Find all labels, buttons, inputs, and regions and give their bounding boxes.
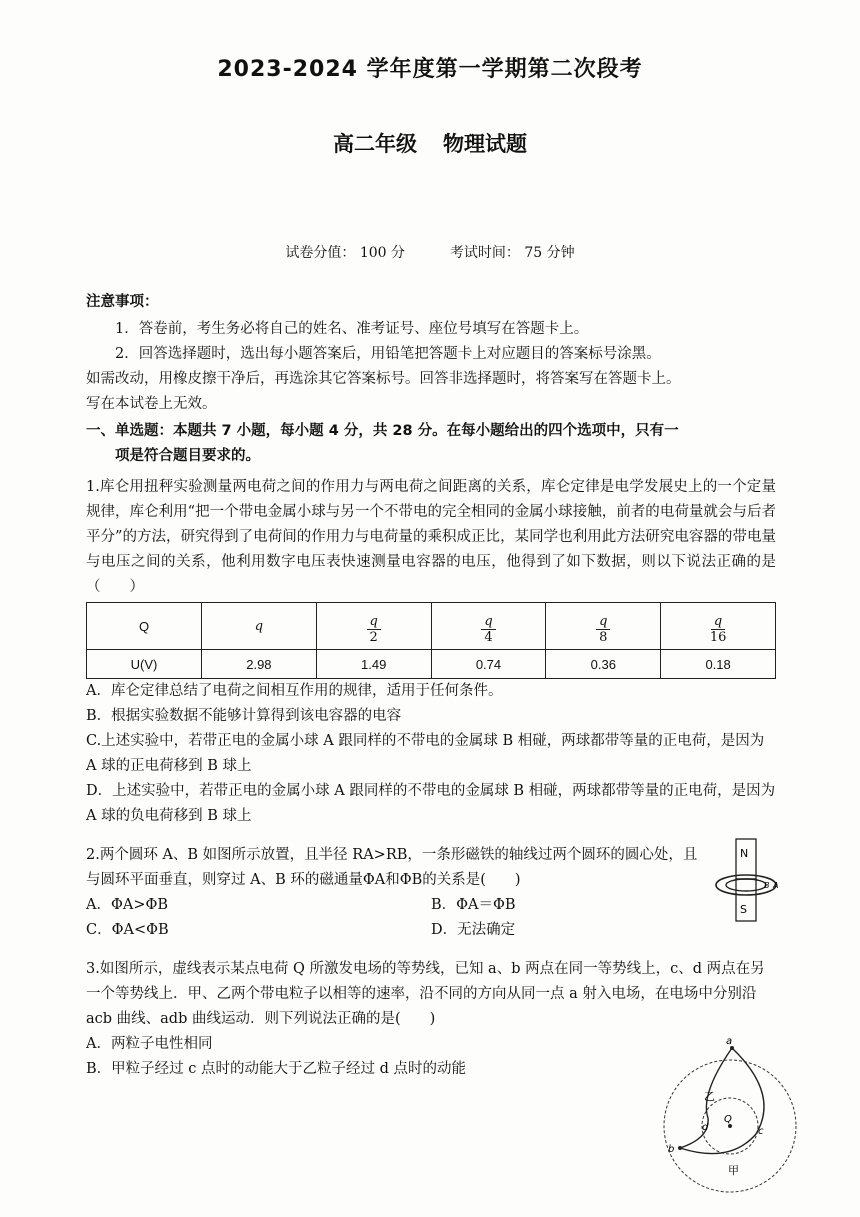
magnet-rings-figure bbox=[708, 837, 780, 927]
equipotential-figure bbox=[660, 1034, 810, 1194]
question-2-stem: 2.两个圆环 A、B 如图所示放置，且半径 RA>RB，一条形磁铁的轴线过两个圆环的圆心处，且与圆环平面垂直，则穿过 A、B 环的磁通量ΦA和ΦB的关系是( ) bbox=[86, 847, 698, 888]
ring-a-label: A bbox=[773, 881, 779, 890]
note-continuation: 写在本试卷上无效。 bbox=[86, 396, 217, 412]
label-yi: 乙 bbox=[704, 1090, 715, 1103]
time-value: 75 分钟 bbox=[524, 245, 575, 261]
table-cell: 1.49 bbox=[316, 650, 431, 679]
table-cell: 0.36 bbox=[546, 650, 661, 679]
notes-title: 注意事项： bbox=[86, 294, 159, 310]
table-cell: $\frac{q}{2}$ bbox=[316, 603, 431, 650]
table-cell: 0.74 bbox=[431, 650, 546, 679]
q2-option-a: A．ΦA>ΦB bbox=[86, 897, 169, 913]
table-cell: $\frac{q}{8}$ bbox=[546, 603, 661, 650]
label-jia: 甲 bbox=[728, 1164, 739, 1177]
subject-label: 物理试题 bbox=[443, 132, 527, 156]
q2-option-b: B．ΦA＝ΦB bbox=[431, 897, 516, 913]
q1-option-c: C.上述实验中，若带正电的金属小球 A 跟同样的不带电的金属球 B 相碰，两球都带等量的正电荷，是因为 A 球的正电荷移到 B 球上 bbox=[86, 733, 765, 774]
q1-option-d: D．上述实验中，若带正电的金属小球 A 跟同样的不带电的金属球 B 相碰，两球都带等量的正电荷，是因为 A 球的负电荷移到 B 球上 bbox=[86, 783, 776, 824]
magnet-s-label: S bbox=[740, 903, 747, 916]
note-item: 1．答卷前，考生务必将自己的姓名、准考证号、座位号填写在答题卡上。 bbox=[115, 321, 589, 337]
label-q: Q bbox=[724, 1114, 732, 1125]
exam-meta bbox=[0, 242, 860, 262]
exam-title: 2023-2024 学年度第一学期第二次段考 bbox=[217, 57, 643, 82]
q2-options-row bbox=[86, 893, 776, 918]
table-cell: $\frac{q}{16}$ bbox=[661, 603, 776, 650]
question-3-stem-line bbox=[86, 957, 776, 1032]
q3-option-b: B．甲粒子经过 c 点时的动能大于乙粒子经过 d 点时的动能 bbox=[86, 1061, 466, 1077]
table-header-u: U(V) bbox=[87, 650, 202, 679]
time-label: 考试时间： bbox=[449, 245, 520, 261]
q1-option-b: B．根据实验数据不能够计算得到该电容器的电容 bbox=[86, 708, 402, 724]
question-3-stem: 3.如图所示，虚线表示某点电荷 Q 所激发电场的等势线，已知 a、b 两点在同一等势线上，c、d 两点在另一个等势线上．甲、乙两个带电粒子以相等的速率，沿不同的方向从同一点 a 射入电场，在电场中分别沿 acb 曲线、adb 曲线运动．则下列说法正确的是( ) bbox=[86, 961, 765, 1027]
section-heading bbox=[86, 419, 776, 469]
ring-b-label: B bbox=[764, 881, 770, 890]
q2-option-d: D．无法确定 bbox=[431, 922, 516, 938]
table-cell: $\frac{q}{4}$ bbox=[431, 603, 546, 650]
ring-b bbox=[726, 879, 766, 891]
table-cell: 0.18 bbox=[661, 650, 776, 679]
label-a: a bbox=[726, 1036, 733, 1047]
section-line: 项是符合题目要求的。 bbox=[115, 448, 260, 464]
label-d: d bbox=[702, 1122, 709, 1133]
q1-option-a: A．库仑定律总结了电荷之间相互作用的规律，适用于任何条件。 bbox=[86, 683, 503, 699]
grade-label: 高二年级 bbox=[333, 132, 417, 156]
magnet-n-label: N bbox=[740, 847, 749, 860]
label-b: b bbox=[668, 1144, 675, 1155]
data-table bbox=[86, 602, 776, 679]
section-line: 一、单选题：本题共 7 小题，每小题 4 分，共 28 分。在每小题给出的四个选项中，只有一 bbox=[86, 423, 679, 439]
question-2 bbox=[86, 843, 779, 943]
note-item: 2．回答选择题时，选出每小题答案后，用铅笔把答题卡上对应题目的答案标号涂黑。 bbox=[115, 346, 661, 362]
question-1-stem: 1.库仑用扭秤实验测量两电荷之间的作用力与两电荷之间距离的关系，库仑定律是电学发展史上的一个定量规律，库仑利用“把一个带电金属小球与另一个不带电的完全相同的金属小球接触，前者的电荷量就会与后者平分”的方法，研究得到了电荷间的作用力与电荷量的乘积成正比，某同学也利用此方法研究电容器的带电量与电压之间的关系，他利用数字电压表快速测量电容器的电压，他得到了如下数据，则以下说法正确的是（ ） bbox=[86, 479, 776, 595]
table-header-q: Q bbox=[87, 603, 202, 650]
score-label: 试卷分值： bbox=[285, 245, 356, 261]
q3-option-a: A．两粒子电性相同 bbox=[86, 1036, 213, 1052]
q2-options-row bbox=[86, 918, 776, 943]
q2-option-c: C．ΦA<ΦB bbox=[86, 922, 169, 938]
note-continuation: 如需改动，用橡皮擦干净后，再选涂其它答案标号。回答非选择题时，将答案写在答题卡上。 bbox=[86, 371, 681, 387]
exam-content bbox=[86, 290, 779, 1082]
label-c: c bbox=[758, 1126, 764, 1137]
table-cell: 2.98 bbox=[202, 650, 317, 679]
point-b bbox=[678, 1146, 682, 1150]
table-cell: q bbox=[202, 603, 317, 650]
exam-subtitle bbox=[0, 128, 860, 158]
score-value: 100 分 bbox=[359, 245, 405, 261]
